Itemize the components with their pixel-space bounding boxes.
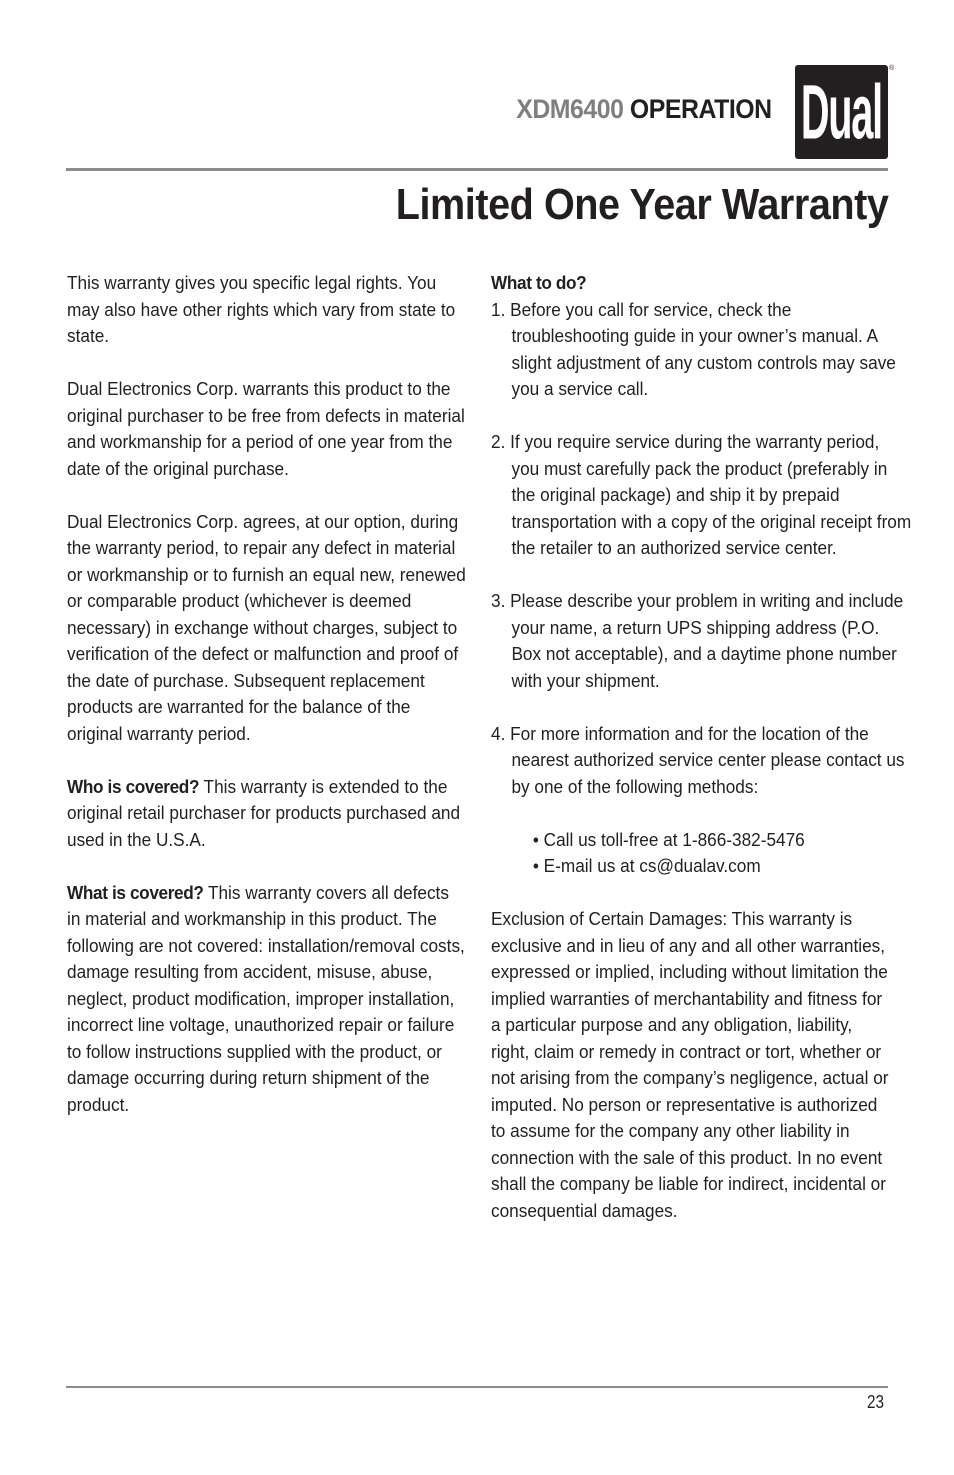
step-item: 1. Before you call for service, check the troubleshooting guide in your owner’s manual. A slight adjustment of any custom controls may save you a service call. xyxy=(491,298,896,399)
what-covered-paragraph xyxy=(67,880,467,1119)
section-name: OPERATION xyxy=(630,94,772,124)
what-to-do-heading: What to do? xyxy=(491,272,587,293)
what-covered-heading: What is covered? xyxy=(67,881,204,903)
registered-mark-icon: ® xyxy=(889,65,895,72)
exclusion-paragraph: Exclusion of Certain Damages: This warranty is exclusive and in lieu of any and all other warranties, expressed or implied, including without limitation the implied warranties of merchantability and fitness for a particular purpose and any obligation, liability, right, claim or remedy in contract or tort, whether or not arising from the company’s negligence, actual or imputed. No person or representative is authorized to assume for the company any other liability in connection with the sale of this product. In no event shall the company be liable for indirect, incidental or consequential damages. xyxy=(491,908,889,1221)
what-covered-text: This warranty covers all defects in material and workmanship in this product. The following are not covered: installation/removal costs, damage resulting from accident, misuse, abuse, neglect, product modification, improper installation, incorrect line voltage, unauthorized repair or failure to follow instructions supplied with the product, or damage occurring during return shipment of the product. xyxy=(67,881,465,1115)
right-column xyxy=(491,270,912,1251)
page-number: 23 xyxy=(866,1392,884,1412)
dual-logo xyxy=(795,65,888,159)
step-item: 2. If you require service during the warranty period, you must carefully pack the product (preferably in the original package) and ship it by prepaid transportation with a copy of the original receipt from the retailer to an authorized service center. xyxy=(491,431,912,558)
who-covered-paragraph xyxy=(67,774,467,854)
who-covered-text: This warranty is extended to the original retail purchaser for products purchased and used in the U.S.A. xyxy=(67,775,461,850)
repair-paragraph: Dual Electronics Corp. agrees, at our option, during the warranty period, to repair any defect in material or workmanship or to furnish an equal new, renewed or comparable product (whichever is deemed necessary) in exchange without charges, subject to verification of the defect or malfunction and proof of the date of purchase. Subsequent replacement products are warranted for the balance of the original warranty period. xyxy=(67,510,466,744)
model-name: XDM6400 xyxy=(516,94,624,124)
who-covered-heading: Who is covered? xyxy=(67,775,200,797)
left-column xyxy=(67,270,467,1145)
top-divider xyxy=(66,168,888,171)
header-title xyxy=(517,94,772,125)
page-title: Limited One Year Warranty xyxy=(395,180,888,229)
contact-email: • E-mail us at cs@dualav.com xyxy=(533,853,912,880)
step-item-contact xyxy=(491,721,911,880)
contact-list xyxy=(511,827,911,880)
contact-phone: • Call us toll-free at 1-866-382-5476 xyxy=(533,827,912,854)
step-item: 3. Please describe your problem in writing and include your name, a return UPS shipping address (P.O. Box not acceptable), and a daytime phone number with your shipment. xyxy=(491,590,904,691)
steps-list xyxy=(491,297,912,880)
step-text: 4. For more information and for the location of the nearest authorized service center please contact us by one of the following methods: xyxy=(491,722,905,797)
warranty-paragraph: Dual Electronics Corp. warrants this product to the original purchaser to be free from defects in material and workmanship for a period of one year from the date of the original purchase. xyxy=(67,378,465,479)
logo-text: Dual xyxy=(800,68,883,156)
intro-paragraph: This warranty gives you specific legal rights. You may also have other rights which vary from state to state. xyxy=(67,272,456,346)
bottom-divider xyxy=(66,1386,888,1388)
